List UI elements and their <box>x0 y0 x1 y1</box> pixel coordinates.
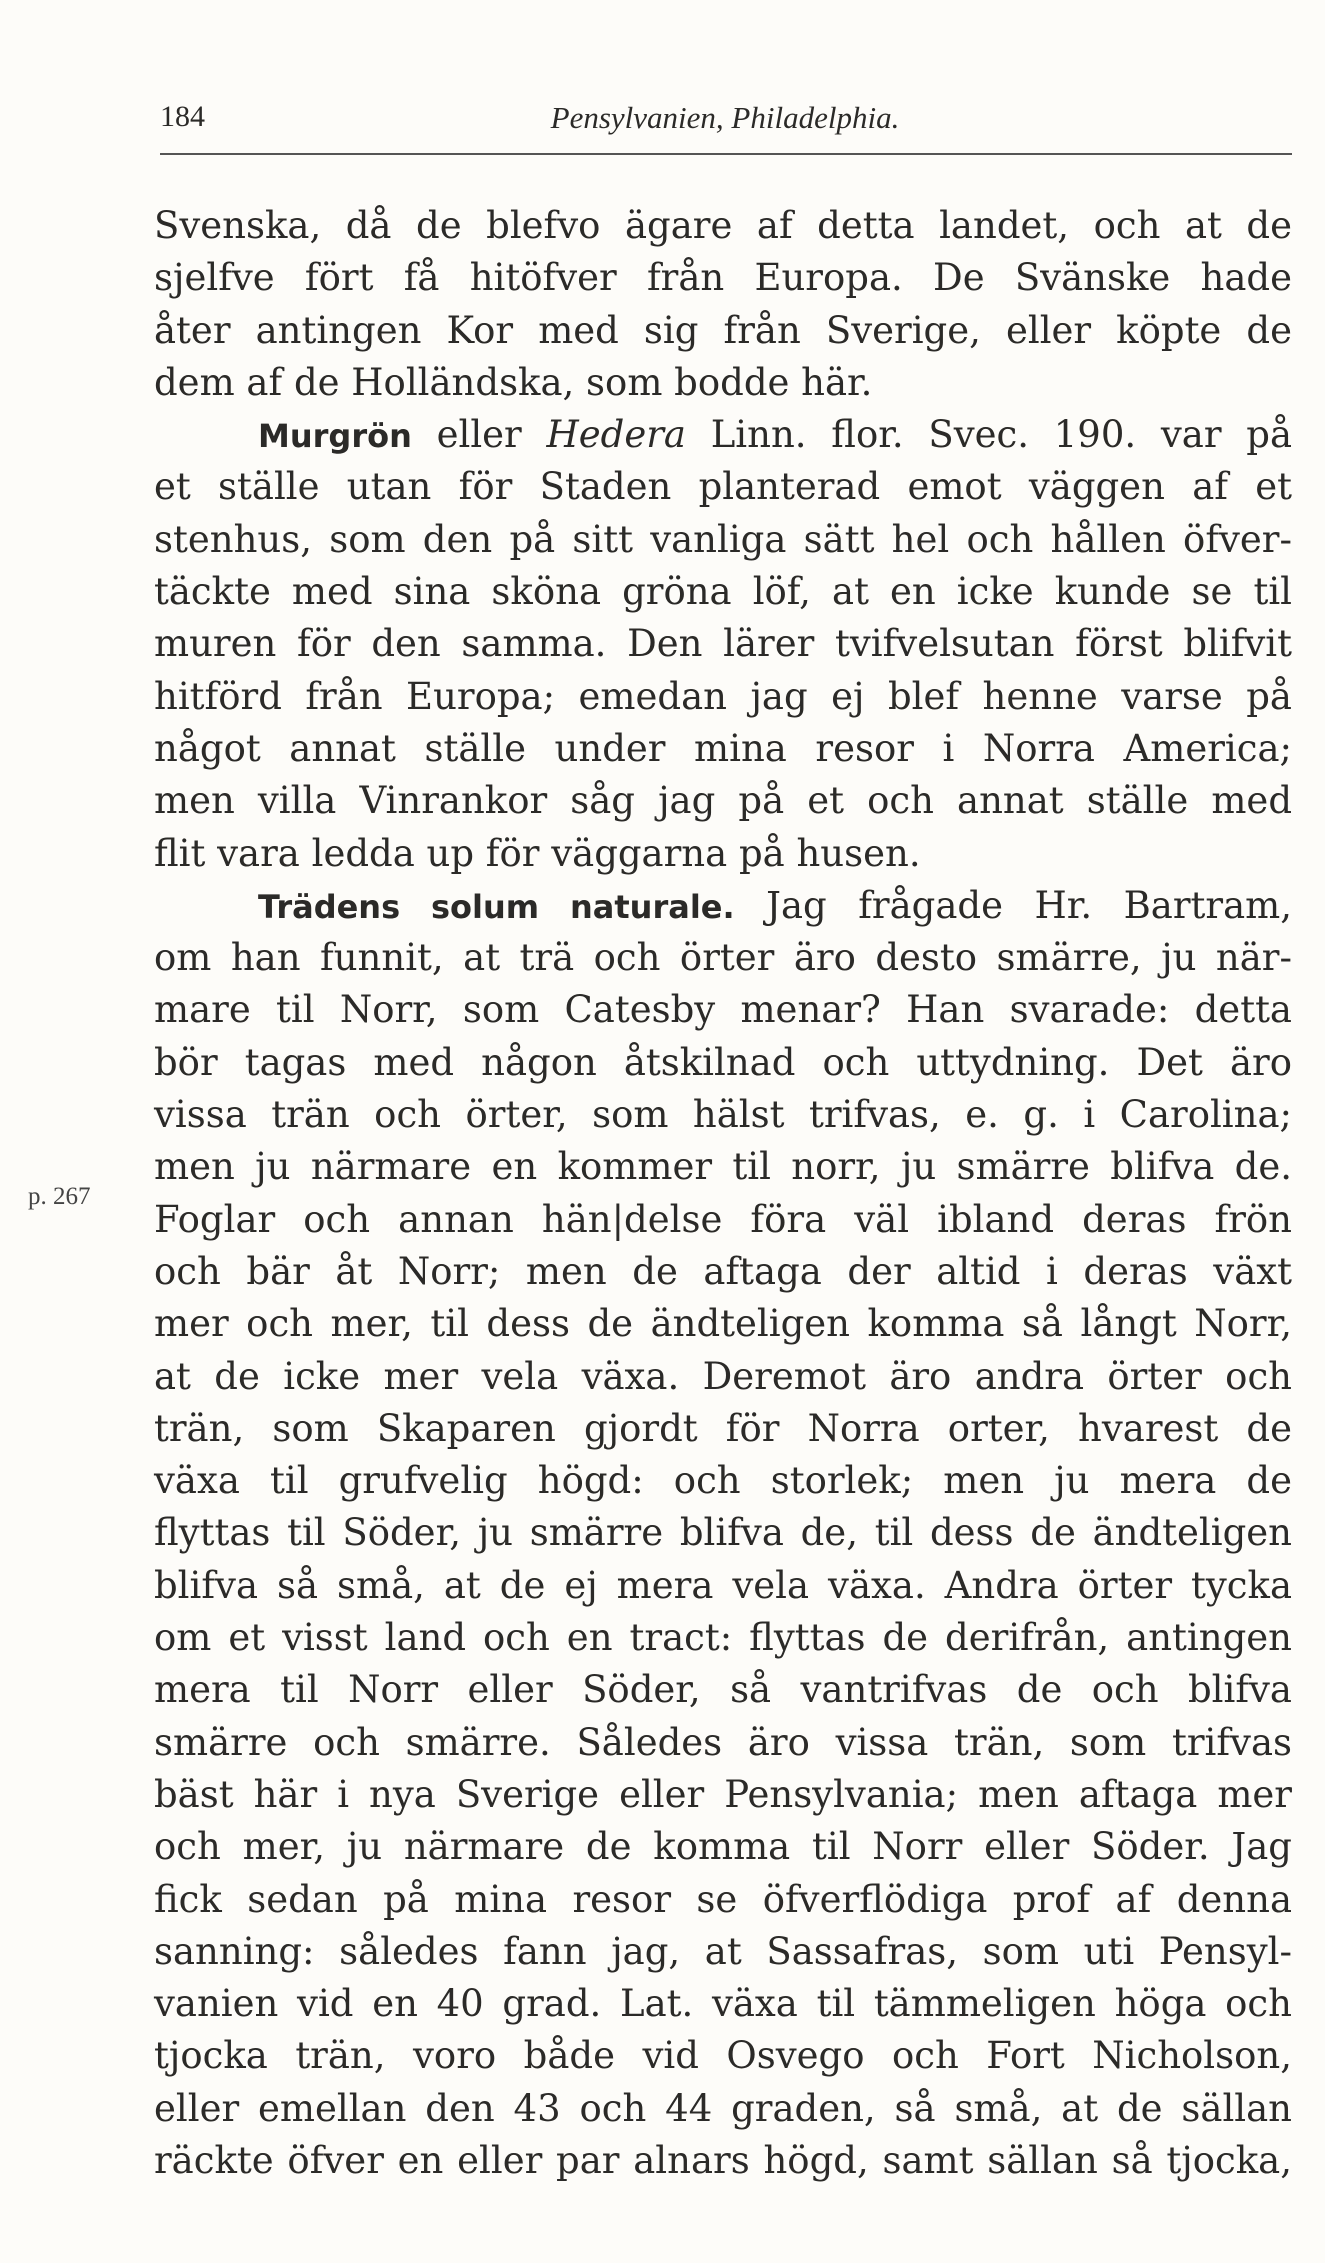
text-line <box>154 2083 1292 2135</box>
line-text-continued: Linn. flor. Svec. 190. var på <box>686 413 1293 457</box>
text-line <box>154 200 1292 252</box>
text-line <box>154 514 1292 566</box>
line-text: om et visst land och en tract: flyttas de derifrån, antingen <box>154 1616 1292 1660</box>
line-text: Svenska, då de blefvo ägare af detta landet, och at de <box>154 204 1292 247</box>
text-line <box>154 461 1292 513</box>
text-line <box>154 252 1292 304</box>
text-line <box>154 1926 1292 1978</box>
text-line <box>154 305 1292 357</box>
line-text: sjelfve fört få hitöfver från Europa. De Svänske hade <box>154 256 1292 300</box>
line-text: blifva så små, at de ej mera vela växa. Andra örter tycka <box>154 1563 1292 1607</box>
page-header <box>160 100 1290 142</box>
text-line <box>154 1664 1292 1716</box>
body-text <box>154 200 1292 2187</box>
text-line <box>154 723 1292 775</box>
text-line <box>154 1298 1292 1350</box>
line-text: Jag frågade Hr. Bartram, <box>734 883 1293 927</box>
line-text: om han funnit, at trä och örter äro desto smärre, ju när- <box>154 936 1292 980</box>
text-line <box>154 1874 1292 1926</box>
text-line <box>154 357 1292 409</box>
margin-page-reference: p. 267 <box>28 1183 91 1210</box>
line-text: täckte med sina sköna gröna löf, at en icke kunde se til <box>154 570 1292 614</box>
line-text: något annat ställe under mina resor i Norra America; <box>154 726 1292 770</box>
line-text: eller emellan den 43 och 44 graden, så små, at de sällan <box>154 2086 1292 2130</box>
text-line <box>154 932 1292 984</box>
text-line <box>154 984 1292 1036</box>
text-line <box>154 775 1292 827</box>
line-text: men ju närmare en kommer til norr, ju smärre blifva de. <box>154 1145 1292 1189</box>
text-line <box>154 1351 1292 1403</box>
text-line <box>154 409 1292 461</box>
page-number: 184 <box>160 100 205 133</box>
text-line <box>154 1141 1292 1193</box>
text-line <box>154 618 1292 670</box>
text-line <box>154 1455 1292 1507</box>
line-text: bäst här i nya Sverige eller Pensylvania; men aftaga mer <box>154 1772 1292 1816</box>
text-line <box>154 1194 1292 1246</box>
text-line <box>154 671 1292 723</box>
text-line <box>154 880 1292 932</box>
running-title: Pensylvanien, Philadelphia. <box>550 100 900 135</box>
text-line <box>154 1978 1292 2030</box>
line-text: et ställe utan för Staden planterad emot väggen af et <box>154 465 1292 509</box>
text-line <box>154 1821 1292 1873</box>
line-text: stenhus, som den på sitt vanliga sätt hel och hållen öfver- <box>154 517 1292 561</box>
bold-lead-term: Trädens solum naturale. <box>258 887 735 926</box>
line-text: muren för den samma. Den lärer tvifvelsutan först blifvit <box>154 622 1292 666</box>
line-text: sanning: således fann jag, at Sassafras, som uti Pensyl- <box>154 1929 1292 1973</box>
line-text: at de icke mer vela växa. Deremot äro andra örter och <box>154 1354 1292 1398</box>
text-line <box>154 1769 1292 1821</box>
text-line <box>154 1717 1292 1769</box>
line-text: dem af de Holländska, som bodde här. <box>154 360 873 404</box>
text-line <box>154 1403 1292 1455</box>
line-text: eller <box>411 413 547 457</box>
line-text: och bär åt Norr; men de aftaga der altid i deras växt <box>154 1249 1292 1293</box>
line-text: fick sedan på mina resor se öfverflödiga prof af denna <box>154 1877 1292 1921</box>
text-line <box>154 1089 1292 1141</box>
line-text: bör tagas med någon åtskilnad och uttydning. Det äro <box>154 1040 1292 1084</box>
line-text: hitförd från Europa; emedan jag ej blef henne varse på <box>154 674 1292 718</box>
line-text: men villa Vinrankor såg jag på et och annat ställe med <box>154 779 1292 823</box>
line-text: vanien vid en 40 grad. Lat. växa til tämmeligen höga och <box>154 1982 1292 2026</box>
line-text: mera til Norr eller Söder, så vantrifvas de och blifva <box>154 1668 1292 1712</box>
line-text: smärre och smärre. Således äro vissa trän, som trifvas <box>154 1720 1292 1764</box>
bold-lead-term: Murgrön <box>258 417 412 456</box>
line-text: mare til Norr, som Catesby menar? Han svarade: detta <box>154 988 1292 1032</box>
line-text: trän, som Skaparen gjordt för Norra orter, hvarest de <box>154 1406 1292 1450</box>
line-text: räckte öfver en eller par alnars högd, samt sällan så tjocka, <box>154 2138 1292 2182</box>
text-line <box>154 828 1292 880</box>
text-line <box>154 2030 1292 2082</box>
text-line <box>154 1612 1292 1664</box>
line-text: Foglar och annan hän|delse föra väl ibland deras frön <box>154 1197 1292 1241</box>
header-rule <box>160 153 1292 155</box>
line-text: flit vara ledda up för väggarna på husen. <box>154 831 921 875</box>
line-text: växa til grufvelig högd: och storlek; men ju mera de <box>154 1459 1292 1503</box>
italic-term: Hedera <box>546 413 686 457</box>
line-text: åter antingen Kor med sig från Sverige, eller köpte de <box>154 308 1292 352</box>
text-line <box>154 2135 1292 2187</box>
text-line <box>154 1560 1292 1612</box>
line-text: tjocka trän, voro både vid Osvego och Fort Nicholson, <box>154 2034 1292 2078</box>
text-line <box>154 1037 1292 1089</box>
text-line <box>154 1246 1292 1298</box>
text-line <box>154 566 1292 618</box>
text-line <box>154 1507 1292 1559</box>
line-text: mer och mer, til dess de ändteligen komma så långt Norr, <box>154 1302 1292 1346</box>
line-text: flyttas til Söder, ju smärre blifva de, til dess de ändteligen <box>154 1511 1292 1555</box>
line-text: vissa trän och örter, som hälst trifvas, e. g. i Carolina; <box>154 1093 1292 1137</box>
line-text: och mer, ju närmare de komma til Norr eller Söder. Jag <box>154 1825 1292 1869</box>
